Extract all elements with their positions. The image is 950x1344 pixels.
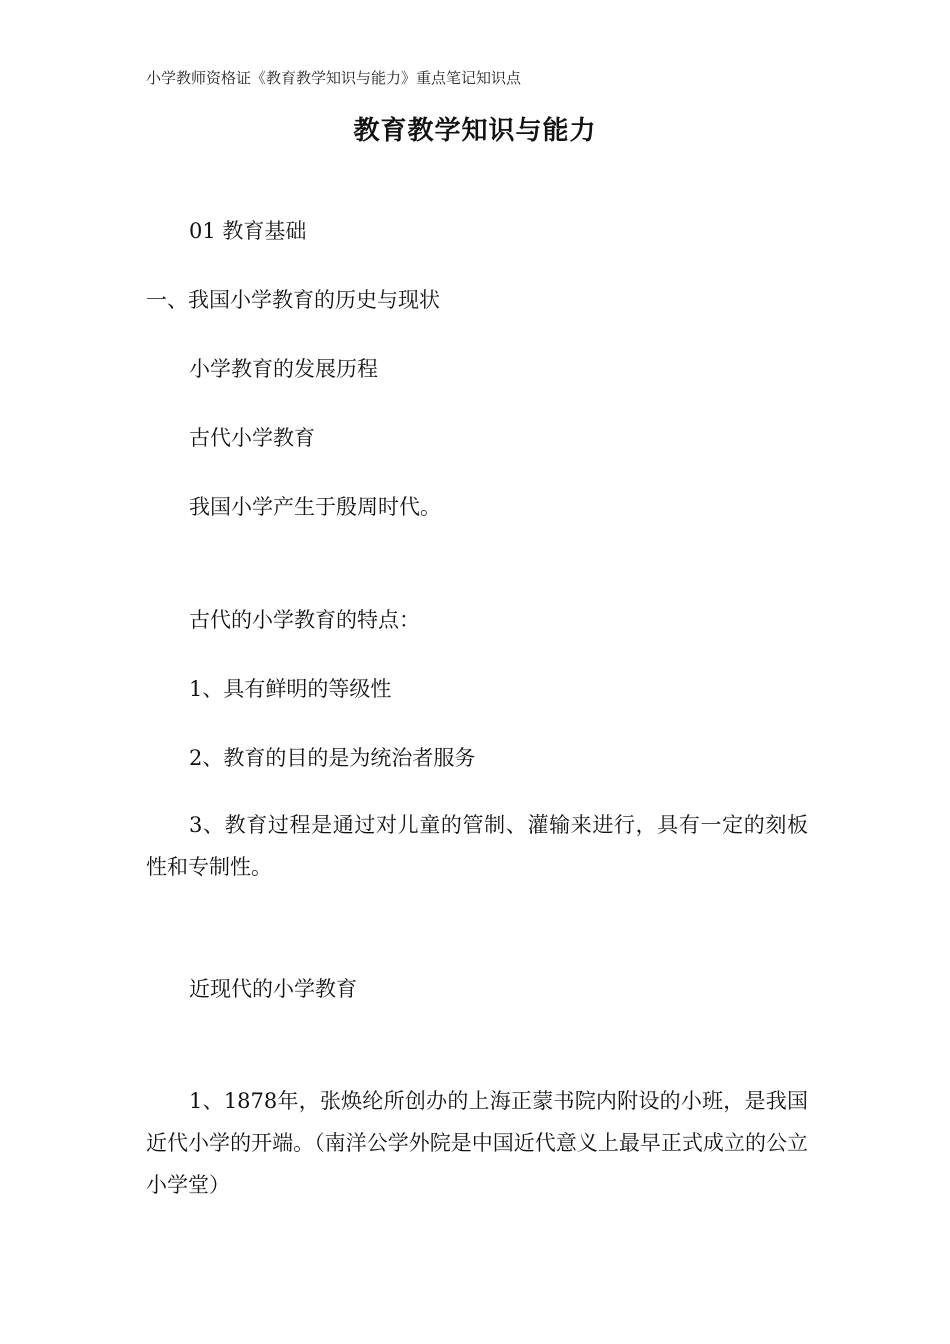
ancient-features-label: 古代的小学教育的特点： (189, 608, 420, 632)
subheading-ancient: 古代小学教育 (189, 426, 315, 450)
running-header: 小学教师资格证《教育教学知识与能力》重点笔记知识点 (146, 69, 522, 87)
ancient-feature-item: 2、教育的目的是为统治者服务 (189, 746, 476, 770)
subheading-modern: 近现代的小学教育 (189, 977, 357, 1001)
chapter-heading: 一、我国小学教育的历史与现状 (146, 288, 440, 312)
section-label: 01 教育基础 (189, 219, 307, 243)
document-title: 教育教学知识与能力 (353, 116, 597, 146)
ancient-feature-item: 3、教育过程是通过对儿童的管制、灌输来进行，具有一定的刻板性和专制性。 (146, 813, 808, 879)
ancient-origin-text: 我国小学产生于殷周时代。 (189, 495, 441, 519)
modern-point-item: 1、1878年，张焕纶所创办的上海正蒙书院内附设的小班，是我国近代小学的开端。（南洋公学外院是中国近代意义上最早正式成立的公立小学堂） (146, 1089, 808, 1197)
subheading-development: 小学教育的发展历程 (189, 357, 378, 381)
ancient-feature-item: 1、具有鲜明的等级性 (189, 677, 392, 701)
